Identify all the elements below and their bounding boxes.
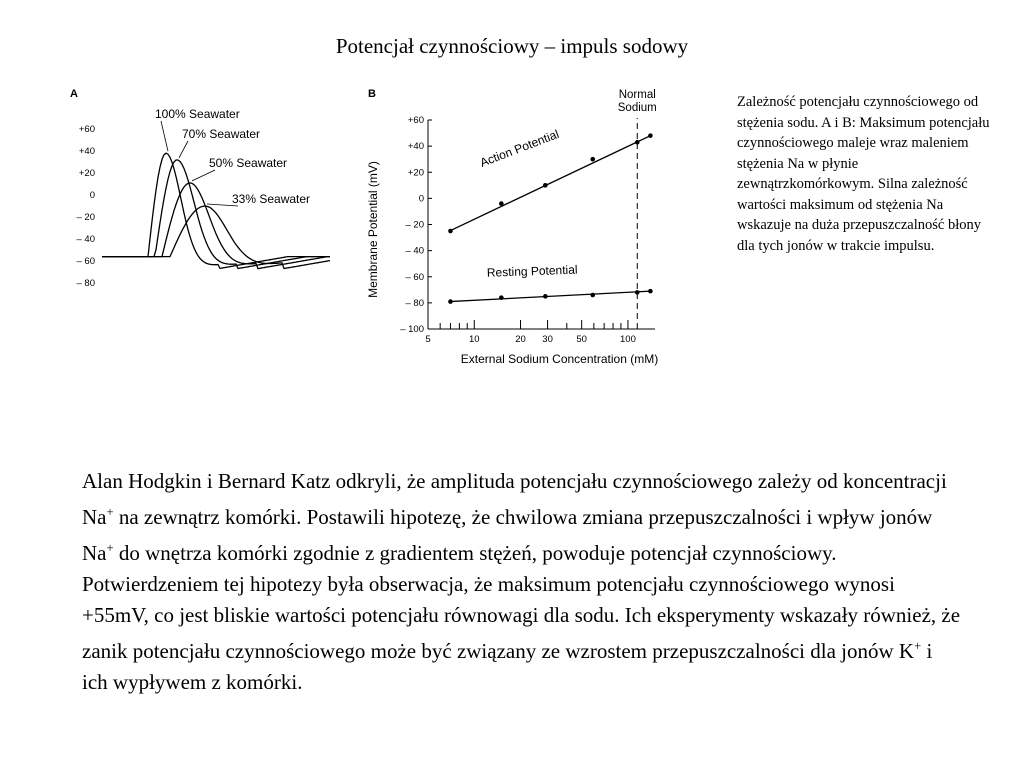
y-tick-label: – 80 bbox=[405, 297, 424, 309]
y-tick-label: – 40 bbox=[76, 234, 95, 245]
x-tick-label: 20 bbox=[515, 334, 526, 345]
data-point bbox=[590, 157, 595, 162]
panel-a-y-axis bbox=[77, 124, 96, 289]
y-tick-label: +40 bbox=[78, 146, 95, 157]
data-point bbox=[543, 183, 548, 188]
series-leader-line bbox=[161, 121, 168, 151]
slide-title: Potencjał czynnościowy – impuls sodowy bbox=[335, 34, 689, 58]
x-tick-label: 5 bbox=[425, 334, 431, 345]
data-point bbox=[499, 295, 504, 300]
normal-sodium-label: Sodium bbox=[617, 102, 657, 114]
chart-panel-a bbox=[60, 80, 340, 300]
body-text-part: do wnętrza komórki zgodnie z gradientem stężeń, powoduje potencjał czynnościowy. Potwierdzeniem tej hipotezy była obserwacja, że maksimum potencjału czynnościowego wynosi +55mV, co jest bliskie wartości potencjału równowagi dla sodu. Ich eksperymenty wskazały również, że zanik potencjału czynnościowego może być związany ze wzrostem przepuszczalności dla jonów K bbox=[82, 541, 961, 663]
y-tick-label: +60 bbox=[407, 115, 424, 126]
panel-a-series-labels bbox=[155, 107, 310, 206]
data-point bbox=[543, 294, 548, 299]
y-tick-label: – 80 bbox=[76, 278, 95, 289]
series-label: Action Potential bbox=[478, 126, 561, 170]
superscript-plus: + bbox=[914, 639, 922, 653]
y-tick-label: 0 bbox=[418, 193, 424, 205]
data-point bbox=[635, 140, 640, 145]
x-axis-title: External Sodium Concentration (mM) bbox=[460, 352, 659, 366]
data-point bbox=[590, 293, 595, 298]
y-tick-label: +20 bbox=[78, 168, 95, 179]
superscript-plus: + bbox=[106, 505, 114, 519]
data-point bbox=[648, 133, 653, 138]
y-tick-label: – 100 bbox=[400, 324, 424, 335]
series-line-2 bbox=[449, 291, 650, 301]
series-line-1 bbox=[449, 136, 650, 231]
y-tick-label: – 40 bbox=[405, 245, 424, 257]
y-tick-label: – 60 bbox=[405, 271, 424, 283]
x-tick-label: 50 bbox=[576, 334, 587, 345]
trace-2 bbox=[102, 160, 330, 269]
y-tick-label: – 20 bbox=[405, 219, 424, 231]
series-leader-line bbox=[179, 141, 188, 158]
series-leader-line bbox=[192, 170, 215, 181]
body-text-part: i ich wypływem z komórki. bbox=[82, 639, 933, 694]
y-tick-label: – 20 bbox=[76, 212, 95, 223]
trace-1 bbox=[102, 153, 330, 268]
x-tick-label: 10 bbox=[468, 334, 480, 345]
body-text-part: na zewnątrz komórki. Postawili hipotezę, że chwilowa zmiana przepuszczalności i wpływ jonów Na bbox=[82, 505, 933, 565]
series-label: 50% Seawater bbox=[209, 156, 288, 170]
data-point bbox=[499, 201, 504, 206]
y-tick-label: 0 bbox=[89, 190, 95, 201]
y-tick-label: +60 bbox=[78, 124, 95, 135]
y-tick-label: +20 bbox=[407, 167, 424, 179]
chart-panel-b bbox=[355, 80, 675, 380]
panel-label-b: B bbox=[368, 88, 376, 100]
normal-sodium-label: Normal bbox=[618, 89, 656, 101]
series-label: 33% Seawater bbox=[232, 192, 311, 206]
data-point bbox=[635, 290, 640, 295]
data-point bbox=[648, 289, 653, 294]
data-point bbox=[448, 299, 453, 304]
y-tick-label: +40 bbox=[407, 141, 424, 153]
x-tick-label: 30 bbox=[542, 334, 553, 345]
data-point bbox=[448, 229, 453, 234]
panel-label-a: A bbox=[70, 88, 78, 100]
figure-caption: Zależność potencjału czynnościowego od stężenia sodu. A i B: Maksimum potencjału czynnościowego maleje wraz maleniem stężenia Na w płynie zewnątrzkomórkowym. Silna zależność wartości maksimum od stężenia Na wskazuje na duża przepuszczalność błony dla tych jonów w trakcie impulsu. bbox=[737, 94, 990, 254]
series-label: Resting Potential bbox=[486, 262, 578, 280]
series-label: 70% Seawater bbox=[182, 127, 261, 141]
series-label: 100% Seawater bbox=[155, 107, 240, 121]
y-tick-label: – 60 bbox=[76, 256, 95, 267]
body-paragraph bbox=[82, 466, 962, 698]
x-tick-label: 100 bbox=[620, 334, 636, 345]
superscript-plus: + bbox=[106, 541, 114, 555]
panel-a-curves bbox=[102, 153, 330, 268]
y-axis-title: Membrane Potential (mV) bbox=[366, 161, 380, 298]
body-text-part: Alan Hodgkin i Bernard Katz odkryli, że amplituda potencjału czynnościowego zależy od koncentracji Na bbox=[82, 469, 947, 529]
panel-b-marks bbox=[448, 89, 657, 329]
